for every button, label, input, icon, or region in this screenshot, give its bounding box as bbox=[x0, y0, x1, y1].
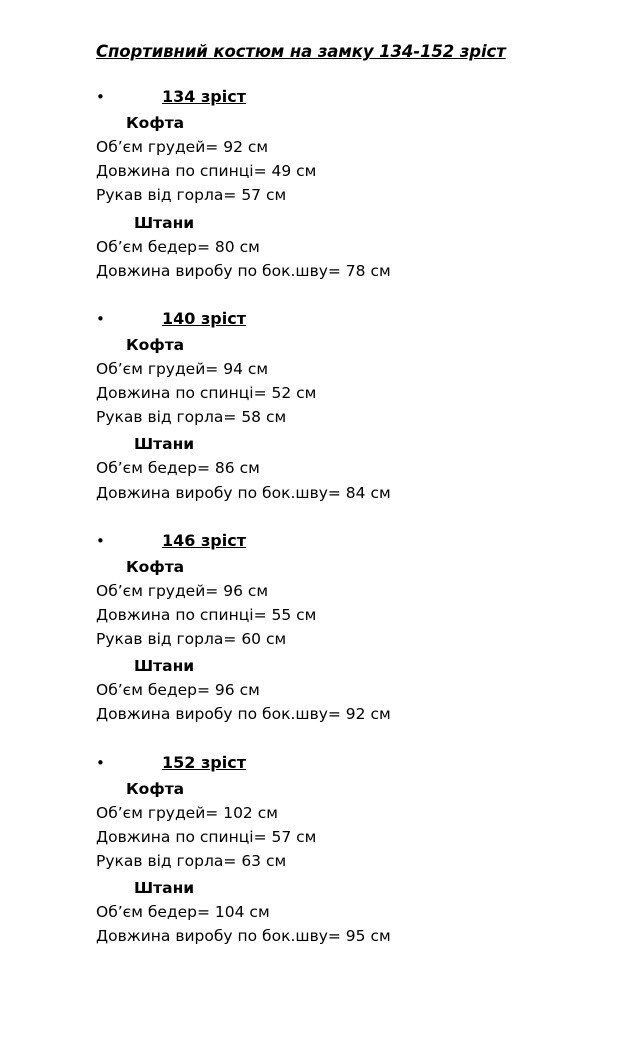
part-label-bottom: Штани bbox=[134, 657, 195, 676]
measurement-line: Довжина виробу по бок.шву= 84 см bbox=[96, 483, 391, 502]
measurement-line: Рукав від горла= 57 см bbox=[96, 186, 287, 205]
size-label: 152 зріст bbox=[162, 752, 246, 772]
size-block bbox=[96, 753, 580, 949]
size-block bbox=[96, 531, 580, 727]
size-label: 146 зріст bbox=[162, 530, 246, 550]
measurement-line: Довжина по спинці= 57 см bbox=[96, 827, 317, 846]
measurement-line: Довжина по спинці= 55 см bbox=[96, 605, 317, 624]
measurement-line: Об’єм бедер= 96 см bbox=[96, 681, 260, 700]
part-label-bottom: Штани bbox=[134, 435, 195, 454]
measurement-line: Рукав від горла= 58 см bbox=[96, 408, 287, 427]
page-title: Спортивний костюм на замку 134-152 зріст bbox=[96, 42, 506, 61]
measurement-line: Об’єм бедер= 104 см bbox=[96, 903, 270, 922]
measurement-line: Рукав від горла= 63 см bbox=[96, 851, 287, 870]
size-heading bbox=[96, 753, 580, 772]
measurement-line: Об’єм грудей= 102 см bbox=[96, 803, 278, 822]
bullet-icon: • bbox=[96, 531, 105, 550]
part-label-bottom: Штани bbox=[134, 213, 195, 232]
part-label-top: Кофта bbox=[126, 779, 185, 798]
size-block bbox=[96, 309, 580, 505]
part-label-top: Кофта bbox=[126, 114, 185, 132]
size-label: 140 зріст bbox=[162, 308, 246, 328]
size-block bbox=[96, 87, 580, 283]
bullet-icon: • bbox=[96, 88, 105, 106]
bullet-icon: • bbox=[96, 309, 105, 328]
measurement-line: Довжина по спинці= 52 см bbox=[96, 384, 317, 403]
measurement-line: Об’єм грудей= 92 см bbox=[96, 138, 269, 156]
measurement-line: Об’єм бедер= 86 см bbox=[96, 459, 260, 478]
measurement-line: Довжина виробу по бок.шву= 95 см bbox=[96, 927, 391, 946]
part-label-top: Кофта bbox=[126, 335, 185, 354]
part-label-top: Кофта bbox=[126, 557, 185, 576]
measurement-line: Об’єм бедер= 80 см bbox=[96, 237, 260, 256]
bullet-icon: • bbox=[96, 753, 105, 772]
size-heading bbox=[96, 531, 580, 550]
part-label-bottom: Штани bbox=[134, 879, 195, 898]
size-label: 134 зріст bbox=[162, 87, 246, 106]
measurement-line: Довжина виробу по бок.шву= 78 см bbox=[96, 261, 391, 280]
measurement-line: Об’єм грудей= 96 см bbox=[96, 581, 269, 600]
size-heading bbox=[96, 87, 580, 106]
size-heading bbox=[96, 309, 580, 328]
measurement-line: Об’єм грудей= 94 см bbox=[96, 359, 269, 378]
measurement-line: Довжина виробу по бок.шву= 92 см bbox=[96, 705, 391, 724]
measurement-line: Рукав від горла= 60 см bbox=[96, 630, 287, 649]
measurement-line: Довжина по спинці= 49 см bbox=[96, 162, 317, 181]
